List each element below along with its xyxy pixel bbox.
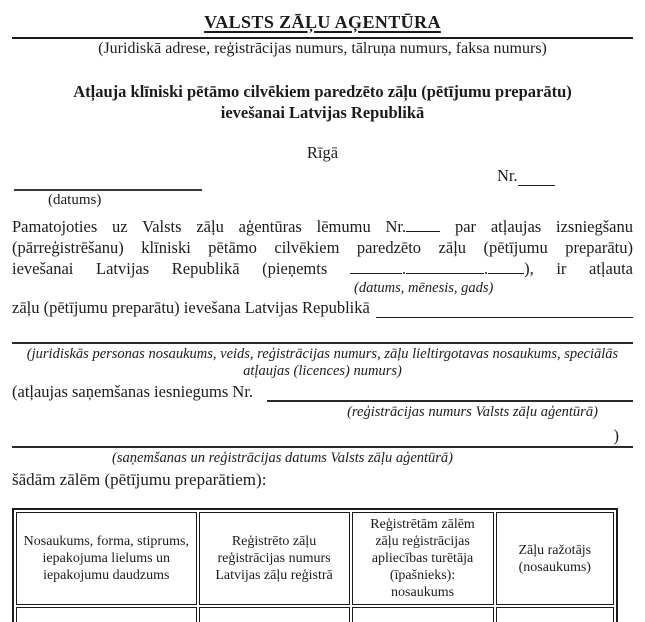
date-caption: (datums) — [48, 192, 102, 208]
closing-paren-row — [12, 421, 633, 448]
document-number-row — [497, 166, 555, 186]
agency-subtitle: (Juridiskā adrese, reģistrācijas numurs, tālruņa numurs, faksa numurs) — [98, 40, 547, 57]
paragraph-line-2: (pārreģistrēšanu) klīniski pētāmo cilvēkiem paredzēto zāļu (pētījumu preparātu) — [12, 238, 633, 257]
legal-person-caption: (juridiskās personas nosaukums, veids, reģistrācijas numurs, zāļu lieltirgotavas nosaukums, speciālās atļaujas (licences) numurs) — [26, 346, 619, 379]
table-header-row — [16, 512, 614, 605]
table-header-registration-number: Reģistrēto zāļu reģistrācijas numurs Latvijas zāļu reģistrā — [199, 512, 350, 605]
paragraph-line-1 — [12, 216, 633, 237]
nr-label: Nr. — [497, 166, 518, 185]
date-dot-2: . — [483, 259, 489, 278]
agency-title: VALSTS ZĀĻU AĢENTŪRA — [204, 12, 441, 32]
drug-table — [12, 508, 618, 622]
number-and-date-zone — [12, 163, 633, 213]
paragraph-line-1-text: Pamatojoties uz Valsts zāļu aģentūras lēmumu Nr. — [12, 217, 407, 236]
document-heading: Atļauja klīniski pētāmo cilvēkiem paredzēto zāļu (pētījumu preparātu) ievešanai Latvijas Republikā — [73, 82, 572, 122]
date-block — [14, 171, 202, 209]
accepted-month-blank[interactable] — [406, 259, 484, 274]
place-name: Rīgā — [306, 143, 339, 162]
table-cell-registration-number[interactable] — [199, 607, 350, 622]
main-paragraph — [12, 216, 633, 318]
closing-paren: ) — [613, 426, 619, 445]
table-empty-row — [16, 607, 614, 622]
date-blank-line[interactable] — [14, 171, 202, 191]
legal-person-rule — [12, 342, 633, 344]
registration-number-caption: (reģistrācijas numurs Valsts zāļu aģentūrā) — [347, 404, 598, 420]
paragraph-line-3 — [12, 258, 633, 279]
table-header-name-form: Nosaukums, forma, stiprums, iepakojuma lielums un iepakojumu daudzums — [16, 512, 197, 605]
importer-name-blank[interactable] — [376, 302, 633, 318]
accepted-day-blank[interactable] — [350, 259, 402, 274]
table-cell-name-form[interactable] — [16, 607, 197, 622]
paragraph-line-4-text: zāļu (pētījumu preparātu) ievešana Latvijas Republikā — [12, 298, 370, 317]
accepted-year-blank[interactable] — [488, 259, 524, 274]
table-cell-certificate-holder[interactable] — [352, 607, 494, 622]
paragraph-line-3-text: ievešanai Latvijas Republikā (pieņemts — [12, 259, 350, 278]
table-header-certificate-holder: Reģistrētām zālēm zāļu reģistrācijas apliecības turētāja (īpašnieks): nosaukums — [352, 512, 494, 605]
paragraph-line-3-text-after: ), ir atļauta — [524, 259, 633, 278]
decision-number-blank[interactable] — [406, 217, 440, 232]
date-format-caption: (datums, mēnesis, gads) — [354, 280, 494, 296]
application-number-blank[interactable] — [267, 384, 633, 402]
header-rule — [12, 37, 633, 39]
table-header-manufacturer: Zāļu ražotājs (nosaukums) — [496, 512, 614, 605]
table-cell-manufacturer[interactable] — [496, 607, 614, 622]
application-label: (atļaujas saņemšanas iesniegums Nr. — [12, 382, 254, 401]
date-dot-1: . — [401, 259, 406, 278]
paragraph-line-1-text-after: par atļaujas izsniegšanu — [440, 217, 634, 236]
table-intro: šādām zālēm (pētījumu preparātiem): — [12, 470, 267, 489]
paragraph-line-4 — [12, 297, 633, 318]
application-row — [12, 382, 633, 402]
receipt-date-caption: (saņemšanas un reģistrācijas datums Valsts zāļu aģentūrā) — [111, 450, 454, 466]
document-number-blank[interactable] — [518, 170, 555, 186]
